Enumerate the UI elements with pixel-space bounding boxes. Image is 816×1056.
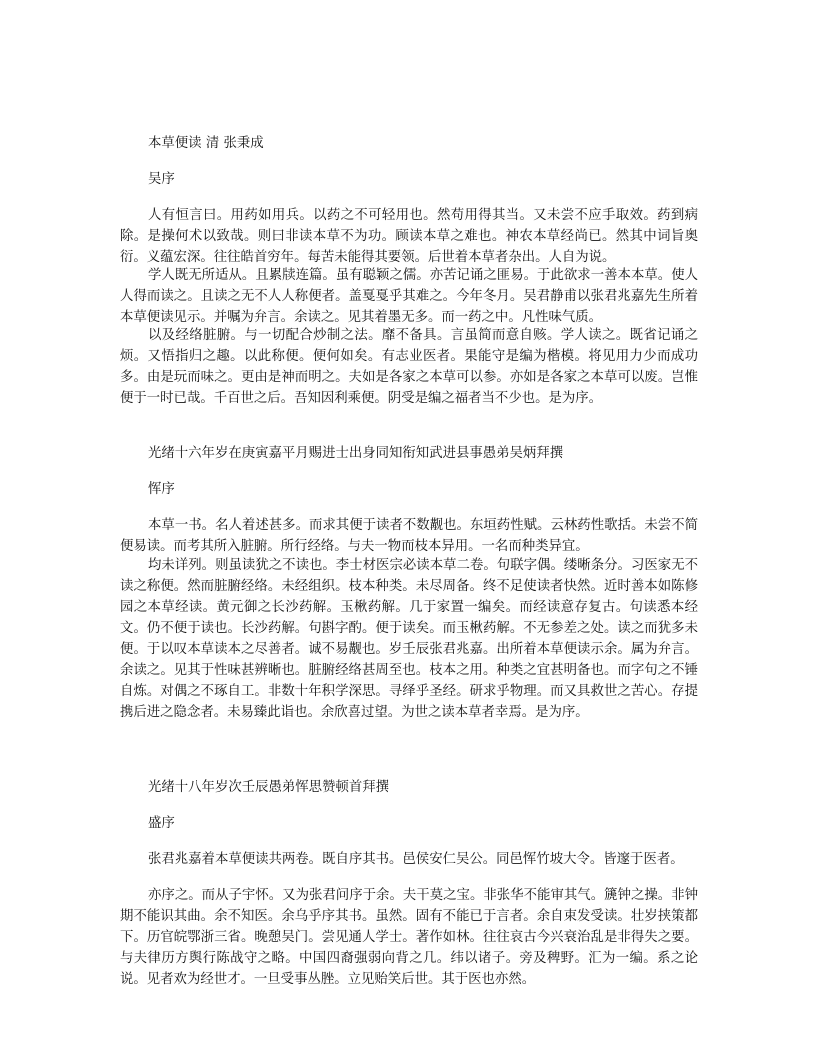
section-heading-yun-preface: 恽序 xyxy=(148,482,175,497)
section-heading-wu-preface: 吴序 xyxy=(148,172,175,187)
wu-preface-signature: 光绪十六年岁在庚寅嘉平月赐进士出身同知衔知武进县事愚弟吴炳拜撰 xyxy=(148,446,564,461)
yun-preface-signature: 光绪十八年岁次壬辰愚弟恽思赞顿首拜撰 xyxy=(148,780,390,795)
section-heading-sheng-preface: 盛序 xyxy=(148,816,175,831)
wu-preface-paragraph-2: 学人既无所适从。且累牍连篇。虽有聪颖之儒。亦苦记诵之匪易。于此欲求一善本本草。使人人得而读之。且读之无不人人称便者。盖戛戛乎其难之。今年冬月。吴君静甫以张君兆嘉先生所着本草便读见示。并嘱为弁言。余读之。见其着墨无多。而一药之中。凡性味气质。 xyxy=(120,268,698,325)
wu-preface-paragraph-3: 以及经络脏腑。与一切配合炒制之法。靡不备具。言虽简而意自赅。学人读之。既省记诵之烦。又悟指归之趣。以此称便。便何如矣。有志业医者。果能守是编为楷模。将见用力少而成功多。由是玩而味之。更由是神而明之。夫如是各家之本草可以参。亦如是各家之本草可以废。岂惟便于一时已哉。千百世之后。吾知因利乘便。阴受是编之福者当不少也。是为序。 xyxy=(120,328,698,406)
document-title: 本草便读 清 张秉成 xyxy=(148,136,264,151)
sheng-preface-paragraph-2: 亦序之。而从子宇怀。又为张君问序于余。夫干莫之宝。非张华不能审其气。篪钟之操。非钟期不能识其曲。余不知医。余乌乎序其书。虽然。固有不能已于言者。余自束发受读。壮岁挟策都下。历官皖鄂浙三省。晚憩吴门。尝见通人学士。著作如林。往往哀古今兴衰治乱是非得失之要。与夫律历方舆行陈战守之略。中国四裔强弱向背之几。纬以诸子。旁及稗野。汇为一编。系之论说。见者欢为经世才。一旦受事丛脞。立见贻笑后世。其于医也亦然。 xyxy=(120,888,698,987)
yun-preface-paragraph-1: 本草一书。名人着述甚多。而求其便于读者不数觏也。东垣药性赋。云林药性歌括。未尝不简便易读。而考其所入脏腑。所行经络。与夫一物而枝本异用。一名而种类异宜。 xyxy=(120,518,698,554)
yun-preface-paragraph-2: 均未详列。则虽读犹之不读也。李士材医宗必读本草二卷。句联字偶。缕晰条分。习医家无不读之称便。然而脏腑经络。未经组织。枝本种类。未尽周备。终不足使读者快然。近时善本如陈修园之本草经读。黄元御之长沙药解。玉楸药解。几于家置一编矣。而经读意存复古。句读悉本经文。仍不便于读也。长沙药解。句斟字酌。便于读矣。而玉楸药解。不无参差之处。读之而犹多未便。于以叹本草读本之尽善者。诚不易觏也。岁壬辰张君兆嘉。出所着本草便读示余。属为弁言。余读之。见其于性味甚辨晰也。脏腑经络甚周至也。枝本之用。种类之宜甚明备也。而字句之不锤自炼。对偶之不琢自工。非数十年积学深思。寻绎乎圣经。研求乎物理。而又具救世之苦心。存提携后进之隐念者。未易臻此诣也。余欣喜过望。为世之读本草者幸焉。是为序。 xyxy=(120,558,698,720)
sheng-preface-paragraph-1: 张君兆嘉着本草便读共两卷。既自序其书。邑侯安仁吴公。同邑恽竹坡大令。皆邃于医者。 xyxy=(148,852,684,867)
wu-preface-paragraph-1: 人有恒言曰。用药如用兵。以药之不可轻用也。然苟用得其当。又未尝不应手取效。药到病除。是操何术以致哉。则曰非读本草不为功。顾读本草之难也。神农本草经尚已。然其中词旨奥衍。义蕴宏深。往往皓首穷年。每苦未能得其要领。后世着本草者杂出。人自为说。 xyxy=(120,208,698,265)
